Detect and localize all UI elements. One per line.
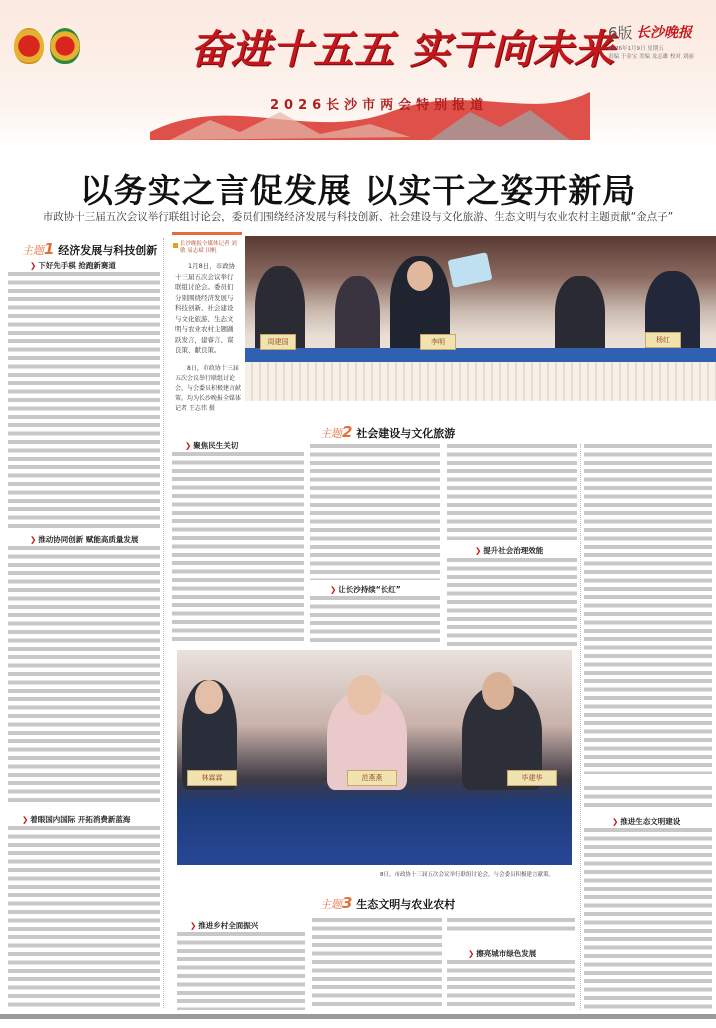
photo-caption: 8日，市政协十三届五次会议举行联组讨论会，与会委员积极建言献策。均为长沙晚报全媒体记者 王志伟 摄: [175, 365, 242, 412]
article-text: [8, 272, 160, 530]
nameplate: 李明: [420, 334, 456, 350]
column-divider: [163, 238, 164, 1008]
subhead: ❯ 下好先手棋 抢跑新赛道: [30, 260, 116, 271]
nameplate: 范燕燕: [347, 770, 397, 786]
subhead: ❯ 推进乡村全面振兴: [190, 920, 258, 931]
article-text: [584, 828, 712, 1010]
article-text: [447, 960, 575, 1010]
cppcc-emblem-icon: [50, 28, 80, 64]
subhead: ❯ 聚焦民生关切: [185, 440, 238, 451]
article-text: [447, 558, 577, 646]
subhead: ❯ 推动协同创新 赋能高质量发展: [30, 534, 138, 545]
nameplate: 杨红: [645, 332, 681, 348]
article-text: [584, 786, 712, 810]
theme-title: 经济发展与科技创新: [58, 244, 158, 257]
column-divider: [580, 444, 581, 1010]
article-text: [8, 826, 160, 1010]
subhead: ❯ 让长沙持续“长红”: [330, 584, 401, 595]
theme-1-header: [22, 240, 157, 258]
editors-line: 责编 于金宝 美编 龙志雄 校对 刘丽: [608, 54, 694, 60]
nameplate: 毕建华: [507, 770, 557, 786]
intro-box: [172, 232, 242, 352]
theme-label: 主题1: [22, 240, 55, 258]
theme-title: 社会建设与文化旅游: [356, 427, 456, 440]
theme-label: 主题3: [320, 894, 353, 912]
page-headline: 以务实之言促发展 以实干之姿开新局: [79, 171, 637, 210]
page-subheadline: 市政协十三届五次会议举行联组讨论会，委员们围绕经济发展与科技创新、社会建设与文化旅游、生态文明与农业农村主题贡献“金点子”: [42, 211, 674, 223]
reporter-byline: 长沙晚报全媒体记者 刘敏 易志斌 田帆: [172, 235, 242, 255]
subhead: ❯ 擦亮城市绿色发展: [468, 948, 536, 959]
theme-title: 生态文明与农业农村: [356, 898, 456, 911]
article-text: [177, 932, 305, 1010]
nameplate: 周建国: [260, 334, 296, 350]
special-report-slogan: 奋进十五五 实干向未来: [190, 26, 615, 73]
subhead: ❯ 推进生态文明建设: [612, 816, 680, 827]
article-text: [312, 918, 442, 1010]
subhead: ❯ 着眼国内国际 开拓消费新蓝海: [22, 814, 130, 825]
article-text: [310, 596, 440, 646]
article-text: [447, 444, 577, 540]
national-emblem-icon: [14, 28, 44, 64]
meeting-photo-1: [245, 236, 716, 401]
page-number: 6版: [608, 24, 633, 42]
meeting-photo-2: [177, 650, 572, 865]
article-text: [310, 444, 440, 580]
theme-label: 主题2: [320, 423, 353, 441]
photo-caption: 8日，市政协十三届五次会议举行联组讨论会，与会委员积极建言献策。: [380, 872, 555, 878]
article-text: [447, 918, 575, 932]
newspaper-logo: 长沙晚报: [636, 25, 692, 41]
theme-3-header: [320, 894, 455, 912]
issue-date: 2026年1月9日 星期五: [608, 46, 664, 52]
page-footer-bar: [0, 1014, 716, 1019]
special-report-subtitle: 2026长沙市两会特别报道: [270, 98, 489, 113]
subhead: ❯ 提升社会治理效能: [475, 545, 543, 556]
nameplate: 林霖霖: [187, 770, 237, 786]
intro-text: 1月8日，市政协十三届五次会议举行联组讨论会。委员们分别围绕经济发展与科技创新、社会建设与文化旅游、生态文明与农业农村主题踊跃发言，建睿言、谋良策、献良策。: [175, 262, 236, 354]
article-text: [172, 452, 304, 642]
article-text: [8, 546, 160, 802]
theme-2-header: [320, 423, 455, 441]
article-text: [584, 444, 712, 774]
